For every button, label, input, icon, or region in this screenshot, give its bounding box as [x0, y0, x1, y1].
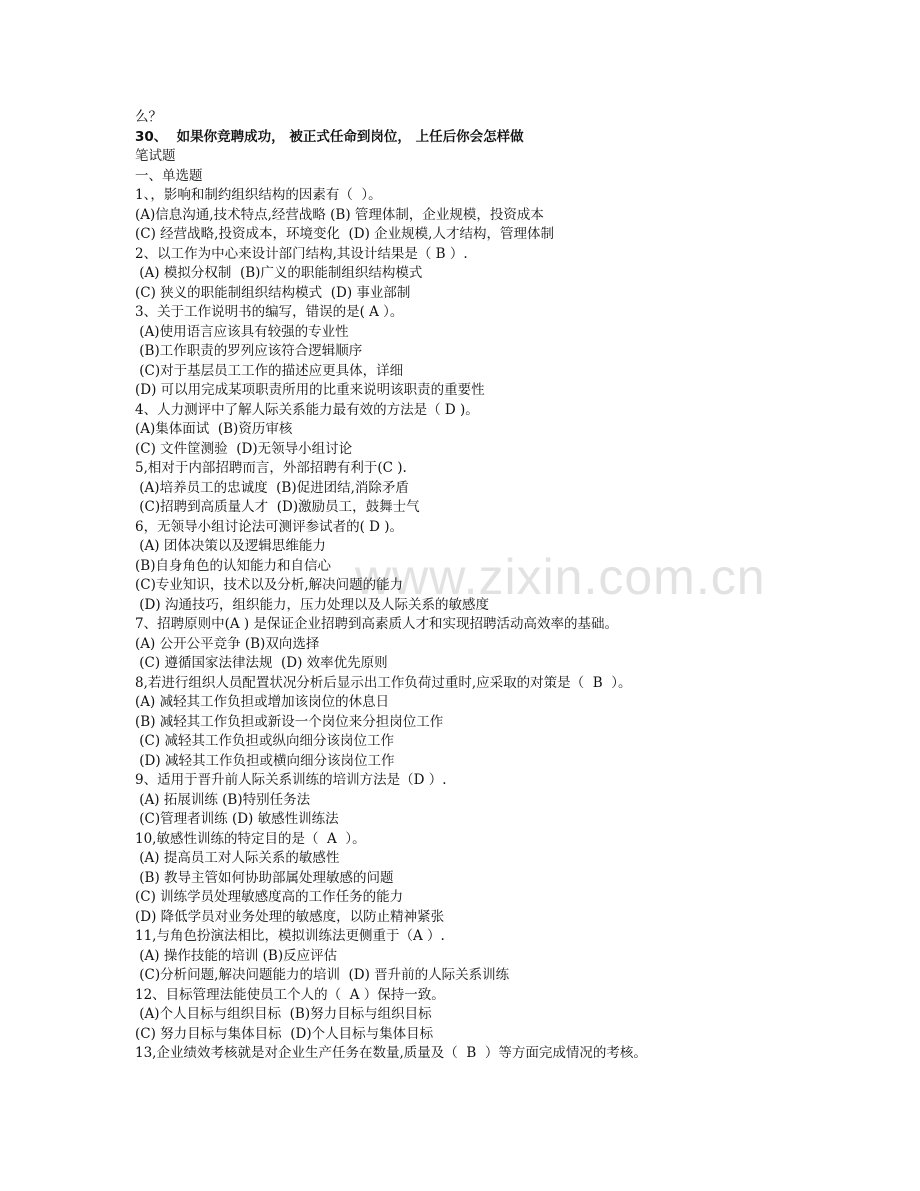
option-line: (C)招聘到高质量人才 (D)激励员工，鼓舞士气: [135, 499, 420, 515]
option-line: (A) 操作技能的培训 (B)反应评估: [135, 947, 338, 964]
section-title: 笔试题: [135, 148, 176, 164]
option-line: (B) 减轻其工作负担或新设一个岗位来分担岗位工作: [135, 713, 444, 730]
option-line: (B)自身角色的认知能力和自信心: [135, 557, 331, 574]
option-line: (D) 可以用完成某项职责所用的比重来说明该职责的重要性: [135, 382, 485, 398]
question-heading: 30、 如果你竞聘成功， 被正式任命到岗位， 上任后你会怎样做: [135, 128, 524, 145]
option-line: (A) 团体决策以及逻辑思维能力: [135, 538, 326, 554]
option-line: (C) 努力目标与集体目标 (D)个人目标与集体目标: [135, 1025, 434, 1042]
option-line: (D) 减轻其工作负担或横向细分该岗位工作: [135, 752, 395, 769]
option-line: (C)分析问题,解决问题能力的培训 (D) 晋升前的人际关系训练: [135, 967, 510, 983]
question: 4、人力测评中了解人际关系能力最有效的方法是（ D )。: [135, 401, 479, 418]
option-line: (C) 训练学员处理敏感度高的工作任务的能力: [135, 889, 404, 905]
option-line: (C) 经营战略,投资成本，环境变化 (D) 企业规模,人才结构，管理体制: [135, 226, 554, 242]
option-line: (C) 减轻其工作负担或纵向细分该岗位工作: [135, 733, 394, 749]
question: 9、适用于晋升前人际关系训练的培训方法是（D ）.: [135, 772, 447, 788]
watermark: www.zixin.com.cn: [355, 549, 766, 605]
question: 10,敏感性训练的特定目的是（ A ）。: [135, 830, 366, 847]
option-line: (A)集体面试 (B)资历审核: [135, 421, 293, 437]
option-line: (A) 拓展训练 (B)特别任务法: [135, 791, 311, 808]
question: 5,相对于内部招聘而言，外部招聘有利于(C ).: [135, 460, 407, 476]
option-line: (A)使用语言应该具有较强的专业性: [135, 323, 349, 340]
question: 8,若进行组织人员配置状况分析后显示出工作负荷过重时,应采取的对策是（ B ）。: [135, 674, 632, 691]
section-subtitle: 一、单选题: [135, 167, 203, 184]
question: 12、目标管理法能使员工个人的（ A ）保持一致。: [135, 986, 445, 1003]
option-line: (A) 模拟分权制 (B)广义的职能制组织结构模式: [135, 265, 423, 281]
option-line: (C) 狭义的职能制组织结构模式 (D) 事业部制: [135, 284, 411, 301]
option-line: (D) 沟通技巧，组织能力，压力处理以及人际关系的敏感度: [135, 596, 489, 613]
question: 6，无领导小组讨论法可测评参试者的( D )。: [135, 518, 404, 535]
option-line: (A)信息沟通,技术特点,经营战略 (B) 管理体制，企业规模，投资成本: [135, 206, 544, 223]
document-body: [135, 108, 825, 1064]
option-line: (A)个人目标与组织目标 (B)努力目标与组织目标: [135, 1006, 432, 1022]
question: 1、，影响和制约组织结构的因素有（ ）。: [135, 187, 382, 203]
option-line: (A) 公开公平竞争 (B)双向选择: [135, 635, 320, 652]
option-line: (A) 减轻其工作负担或增加该岗位的休息日: [135, 694, 390, 710]
question: 3、关于工作说明书的编写，错误的是( A ）。: [135, 304, 404, 320]
option-line: (B)工作职责的罗列应该符合逻辑顺序: [135, 343, 363, 359]
option-line: (C)专业知识，技术以及分析,解决问题的能力: [135, 577, 404, 593]
question: 13,企业绩效考核就是对企业生产任务在数量,质量及（ B ）等方面完成情况的考核。: [135, 1045, 647, 1061]
question: 11,与角色扮演法相比，模拟训练法更侧重于（A ）.: [135, 928, 445, 944]
option-line: (C) 文件筐测验 (D)无领导小组讨论: [135, 440, 353, 457]
option-line: (C)管理者训练 (D) 敏感性训练法: [135, 811, 339, 827]
option-line: (D) 降低学员对业务处理的敏感度，以防止精神紧张: [135, 908, 445, 925]
question: 7、招聘原则中(A ) 是保证企业招聘到高素质人才和实现招聘活动高效率的基础。: [135, 616, 618, 632]
option-line: (A) 提高员工对人际关系的敏感性: [135, 850, 340, 866]
text-line: 么？: [135, 109, 162, 125]
option-line: (A)培养员工的忠诚度 (B)促进团结,消除矛盾: [135, 479, 409, 496]
question: 2、以工作为中心来设计部门结构,其设计结果是（ B ）.: [135, 245, 468, 262]
option-line: (C)对于基层员工工作的描述应更具体，详细: [135, 362, 404, 379]
option-line: (B) 教导主管如何协助部属处理敏感的问题: [135, 869, 394, 886]
option-line: (C) 遵循国家法律法规 (D) 效率优先原则: [135, 655, 388, 671]
